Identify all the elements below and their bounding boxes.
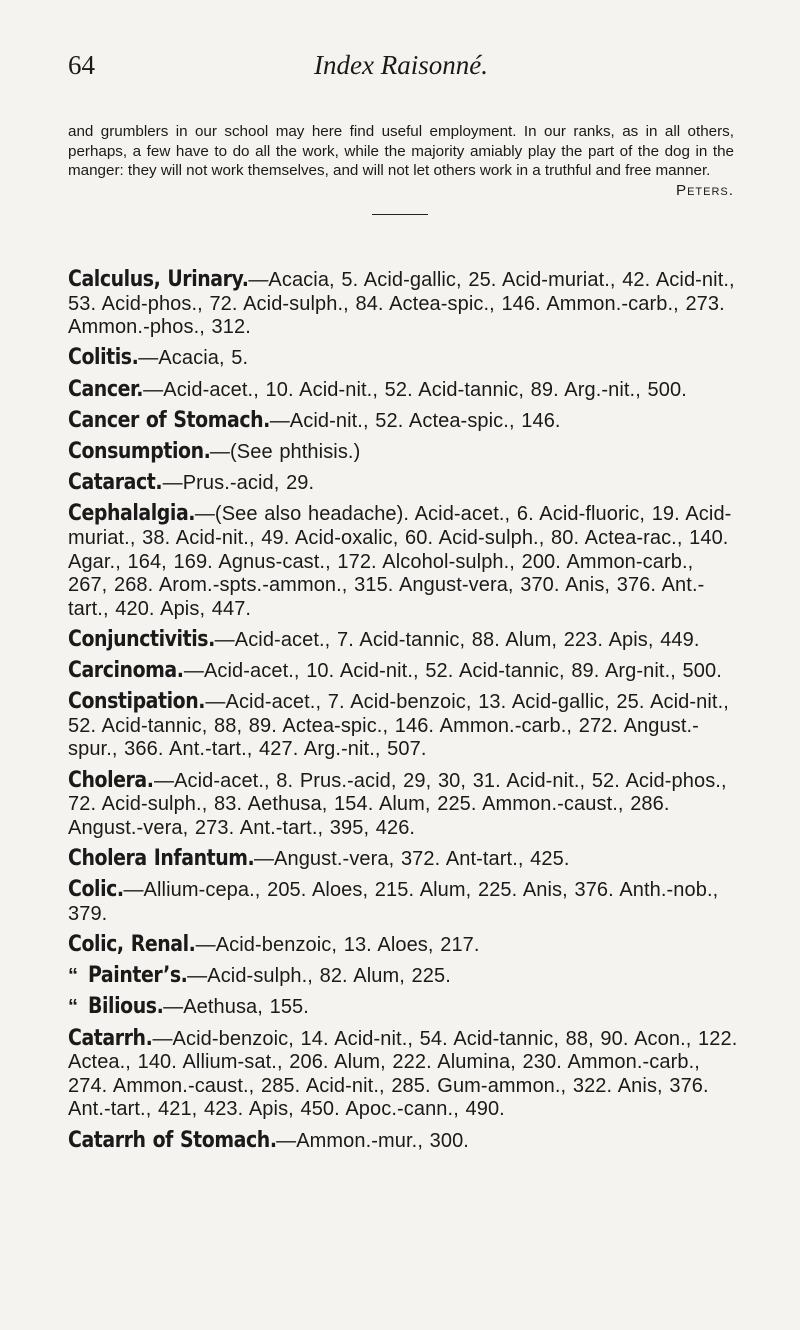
entry-text: —Acid-sulph., 82. Alum, 225. <box>187 965 451 988</box>
index-entry <box>68 769 738 841</box>
entry-text: —(See also headache). Acid-acet., 6. Acid-fluoric, 19. Acid-muriat., 38. Acid-nit., 49. Acid-oxalic, 60. Acid-sulph., 80. Actea-rac., 140. Agar., 164, 169. Agnus-cast., 172. Alcohol-sulph., 200. Ammon-carb., 267, 268. Arom.-spts.-ammon., 315. Angust-vera, 370. Anis, 376. Ant.-tart., 420. Apis, 447. <box>68 503 732 620</box>
entry-text: —Acid-benzoic, 14. Acid-nit., 54. Acid-tannic, 88, 90. Acon., 122. Actea., 140. Allium-sat., 206. Alum, 222. Alumina, 230. Ammon.-carb., 274. Ammon.-caust., 285. Acid-nit., 285. Gum-ammon., 322. Anis, 376. Ant.-tart., 421, 423. Apis, 450. Apoc.-cann., 490. <box>68 1027 738 1121</box>
index-entry <box>68 659 738 684</box>
preface-author: Peters. <box>675 181 734 199</box>
entry-text: —Acid-acet., 7. Acid-tannic, 88. Alum, 223. Apis, 449. <box>214 628 700 651</box>
page-number: 64 <box>68 50 95 80</box>
entry-heading: Consumption. <box>68 438 211 464</box>
entry-text: —Acid-acet., 10. Acid-nit., 52. Acid-tannic, 89. Arg-nit., 500. <box>183 660 722 683</box>
entry-heading: Calculus, Urinary. <box>68 267 249 292</box>
entry-heading: Catarrh. <box>68 1025 153 1051</box>
entry-heading: Carcinoma. <box>68 658 184 684</box>
preface-text: and grumblers in our school may here find useful employment. In our ranks, as in all others, perhaps, a few have to do all the work, while the majority amiably play the part of the dog in the manger: they will not work themselves, and will not let others work in a truthful and free manner. <box>68 123 734 180</box>
entry-text: —Acid-acet., 10. Acid-nit., 52. Acid-tannic, 89. Arg.-nit., 500. <box>143 378 687 401</box>
entry-heading: Colitis. <box>68 345 139 371</box>
entry-text: —Acid-acet., 8. Prus.-acid, 29, 30, 31. Acid-nit., 52. Acid-phos., 72. Acid-sulph., 83. Aethusa, 154. Alum, 225. Ammon.-caust., 286. Angust.-vera, 273. Ant.-tart., 395, 426. <box>68 769 727 839</box>
index-entry <box>68 502 738 621</box>
index-entry <box>68 268 738 340</box>
entry-heading: Cancer of Stomach. <box>68 407 270 433</box>
index-entry <box>68 690 738 762</box>
entry-heading: Colic. <box>68 877 124 903</box>
entry-text: —Acid-acet., 7. Acid-benzoic, 13. Acid-gallic, 25. Acid-nit., 52. Acid-tannic, 88, 89. Actea-spic., 146. Ammon.-carb., 272. Angust.-spur., 366. Ant.-tart., 427. Arg.-nit., 507. <box>68 691 729 761</box>
entry-text: —(See phthisis.) <box>209 440 361 463</box>
index-entry <box>68 1129 738 1154</box>
entry-text: —Angust.-vera, 372. Ant-tart., 425. <box>253 848 570 870</box>
index-entry <box>68 346 738 371</box>
index-entry <box>68 628 738 653</box>
ditto-mark: “ <box>68 996 79 1019</box>
index-entry <box>68 1027 738 1122</box>
section-divider <box>372 214 428 215</box>
entry-text: —Ammon.-mur., 300. <box>276 1129 469 1152</box>
entry-heading: Cataract. <box>68 470 163 496</box>
index-entry <box>68 847 738 872</box>
ditto-mark: “ <box>68 965 79 988</box>
index-entry <box>68 878 738 926</box>
entry-text: —Acacia, 5. <box>138 347 249 370</box>
entry-heading: Catarrh of Stomach. <box>68 1127 277 1153</box>
entry-text: —Acid-benzoic, 13. Aloes, 217. <box>195 933 480 956</box>
entry-text: —Prus.-acid, 29. <box>162 472 315 495</box>
entry-heading: Bilious. <box>88 994 164 1020</box>
entry-heading: Colic, Renal. <box>68 931 196 957</box>
entry-text: —Allium-cepa., 205. Aloes, 215. Alum, 225. Anis, 376. Anth.-nob., 379. <box>68 879 719 925</box>
entry-heading: Cancer. <box>68 376 143 402</box>
entry-heading: Painter’s. <box>88 963 188 989</box>
entry-text: —Aethusa, 155. <box>163 996 309 1019</box>
entry-text: —Acacia, 5. Acid-gallic, 25. Acid-muriat., 42. Acid-nit., 53. Acid-phos., 72. Acid-sulph., 84. Actea-spic., 146. Ammon.-carb., 273. Ammon.-phos., 312. <box>68 269 735 339</box>
entry-heading: Constipation. <box>68 689 206 715</box>
index-entry <box>68 471 738 496</box>
entry-heading: Cephalalgia. <box>68 501 196 527</box>
entry-heading: Cholera. <box>68 767 154 793</box>
index-entry <box>68 964 738 989</box>
index-entry <box>68 440 738 465</box>
index-entries <box>68 268 738 1160</box>
preface-paragraph <box>68 122 734 200</box>
running-title: Index Raisonné. <box>314 50 488 80</box>
index-entry <box>68 378 738 403</box>
index-entry <box>68 933 738 958</box>
entry-heading: Cholera Infantum. <box>68 846 255 871</box>
index-entry <box>68 995 738 1020</box>
entry-heading: Conjunctivitis. <box>68 626 215 652</box>
entry-text: —Acid-nit., 52. Actea-spic., 146. <box>269 409 561 432</box>
running-head <box>68 50 734 86</box>
index-entry <box>68 409 738 434</box>
